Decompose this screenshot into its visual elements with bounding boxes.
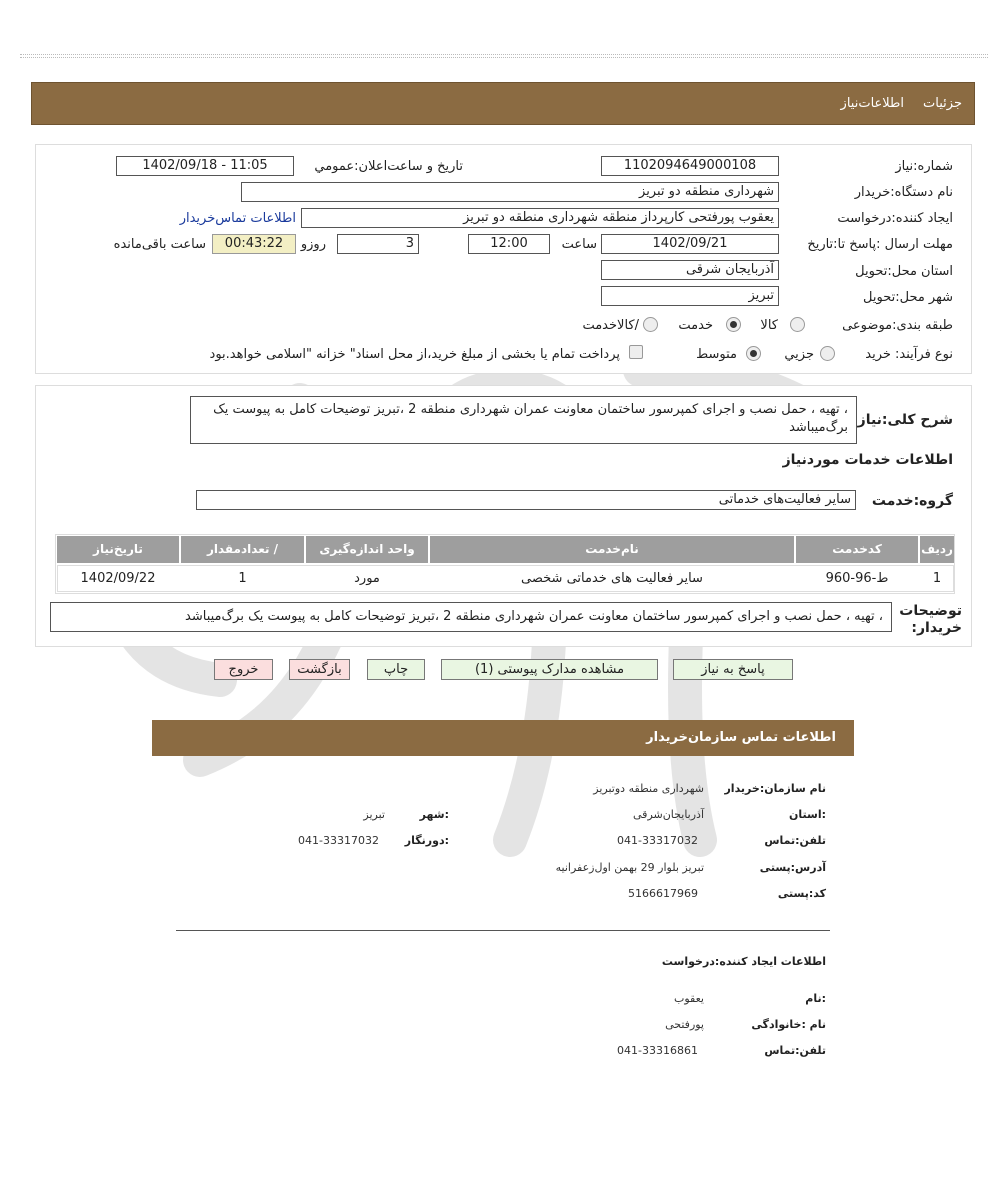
treasury-checkbox[interactable] — [629, 345, 643, 359]
need-info-panel — [35, 144, 972, 374]
cell-unit: مورد — [354, 571, 380, 586]
page-header — [31, 82, 975, 125]
radio-service[interactable] — [726, 317, 741, 332]
radio-minor[interactable] — [820, 346, 835, 361]
province-label: استان محل:تحویل — [855, 264, 953, 279]
requester-family-label: نام :خانوادگی — [751, 1018, 826, 1031]
cell-qty: 1 — [238, 571, 247, 586]
description-text: ، تهیه ، حمل نصب و اجرای کمپرسور ساختمان معاونت عمران شهرداری منطقه 2 ،تبریز توضیحات کامل به پیوست یک برگ‌میباشد — [190, 396, 857, 444]
requester-phone-value: 041-33316861 — [617, 1044, 698, 1057]
creator-label: ایجاد کننده:درخواست — [837, 211, 953, 226]
contact-title: اطلاعات تماس سازمان‌خریدار — [646, 730, 836, 745]
buyer-org-field: شهرداری منطقه دو تبریز — [241, 182, 779, 202]
buyer-notes-label-2: :خریدار — [911, 620, 962, 636]
category-label: طبقه بندی:موضوعی — [842, 318, 953, 333]
days-label: روزو — [300, 237, 326, 252]
requester-phone-label: تلفن:تماس — [764, 1044, 826, 1057]
city-field: تبریز — [601, 286, 779, 306]
time-label: ساعت — [561, 237, 597, 252]
th-unit: واحد اندازه‌گیری — [306, 536, 428, 563]
cell-row: 1 — [932, 571, 942, 586]
need-number-label: شماره:نیاز — [895, 159, 953, 174]
fax-value: 041-33317032 — [298, 834, 379, 847]
group-label: گروه:خدمت — [871, 493, 953, 509]
buyer-notes-label-1: توضیحات — [899, 603, 962, 619]
org-value: شهرداری منطقه دوتبریز — [593, 782, 704, 795]
city-label: شهر محل:تحویل — [863, 290, 953, 305]
creator-field: یعقوب پورفتحی کارپرداز منطقه شهرداری منطقه دو تبریز — [301, 208, 779, 228]
radio-goods-service-label: /کالاخدمت — [582, 318, 639, 333]
payment-text: پرداخت تمام یا بخشی از مبلغ خرید،از محل اسناد" خزانه "اسلامی خواهد.بود — [209, 347, 620, 362]
cell-date: 1402/09/22 — [80, 571, 156, 586]
exit-button[interactable]: خروج — [214, 659, 273, 680]
process-label: نوع فرآیند: خرید — [865, 347, 953, 362]
need-number-field: 1102094649000108 — [601, 156, 779, 176]
th-name: نام‌خدمت — [430, 536, 794, 563]
address-label: آدرس:پستی — [759, 861, 826, 874]
requester-family-value: پورفتحی — [665, 1018, 704, 1031]
postal-label: کد:پستی — [777, 887, 826, 900]
contact-province-label: :استان — [789, 808, 826, 821]
org-label: نام سازمان:خریدار — [724, 782, 826, 795]
th-date: تاریخ‌نیاز — [57, 536, 179, 563]
reply-button[interactable]: پاسخ به نیاز — [673, 659, 793, 680]
deadline-time-field: 12:00 — [468, 234, 550, 254]
services-title: اطلاعات خدمات موردنیاز — [782, 452, 953, 468]
days-field: 3 — [337, 234, 419, 254]
province-field: آذربایجان شرقی — [601, 260, 779, 280]
deadline-date-field: 1402/09/21 — [601, 234, 779, 254]
requester-title: اطلاعات ایجاد کننده:درخواست — [661, 955, 826, 968]
back-button[interactable]: بازگشت — [289, 659, 350, 680]
radio-medium[interactable] — [746, 346, 761, 361]
radio-service-label: خدمت — [678, 318, 713, 333]
radio-goods-label: کالا — [760, 318, 778, 333]
announce-date-field: 1402/09/18 - 11:05 — [116, 156, 294, 176]
radio-minor-label: جزیي — [784, 347, 814, 362]
address-value: تبریز بلوار 29 بهمن اول‌زعفرانیه — [555, 861, 704, 874]
radio-goods-service[interactable] — [643, 317, 658, 332]
requester-name-label: :نام — [805, 992, 826, 1005]
th-row: ردیف — [920, 536, 954, 563]
requester-name-value: یعقوب — [674, 992, 704, 1005]
page-title: اطلاعات‌نیاز — [840, 96, 904, 111]
contact-divider — [176, 930, 830, 931]
print-button[interactable]: چاپ — [367, 659, 425, 680]
description-label: شرح کلی:نیاز — [857, 412, 953, 428]
group-field: سایر فعالیت‌های خدماتی — [196, 490, 856, 510]
contact-city-value: تبریز — [363, 808, 385, 821]
contact-phone-value: 041-33317032 — [617, 834, 698, 847]
buyer-contact-link[interactable]: اطلاعات تماس‌خریدار — [179, 211, 296, 226]
contact-city-label: :شهر — [419, 808, 449, 821]
buyer-org-label: نام دستگاه:خریدار — [854, 185, 953, 200]
top-divider — [20, 54, 988, 58]
th-qty: / تعدادمقدار — [181, 536, 304, 563]
radio-medium-label: متوسط — [696, 347, 737, 362]
remaining-label: ساعت باقی‌مانده — [113, 237, 206, 252]
attachments-button[interactable]: مشاهده مدارک پیوستی (1) — [441, 659, 658, 680]
deadline-label: مهلت ارسال :پاسخ تا:تاریخ — [807, 237, 953, 252]
postal-value: 5166617969 — [628, 887, 698, 900]
contact-phone-label: تلفن:تماس — [764, 834, 826, 847]
th-code: کدخدمت — [796, 536, 918, 563]
remaining-timer: 00:43:22 — [212, 234, 296, 254]
radio-goods[interactable] — [790, 317, 805, 332]
contact-section-header — [152, 720, 854, 756]
announce-label: تاریخ و ساعت‌اعلان:عمومي — [314, 159, 463, 174]
contact-province-value: آذربایجان‌شرقی — [633, 808, 704, 821]
fax-label: :دورنگار — [404, 834, 449, 847]
cell-code: ط-96-960 — [825, 571, 889, 586]
buyer-notes-text: ، تهیه ، حمل نصب و اجرای کمپرسور ساختمان معاونت عمران شهرداری منطقه 2 ،تبریز توضیحات کامل به پیوست یک برگ‌میباشد — [50, 602, 892, 632]
cell-name: سایر فعالیت های خدماتی شخصی — [521, 571, 703, 586]
details-tab[interactable]: جزئیات — [923, 96, 962, 111]
